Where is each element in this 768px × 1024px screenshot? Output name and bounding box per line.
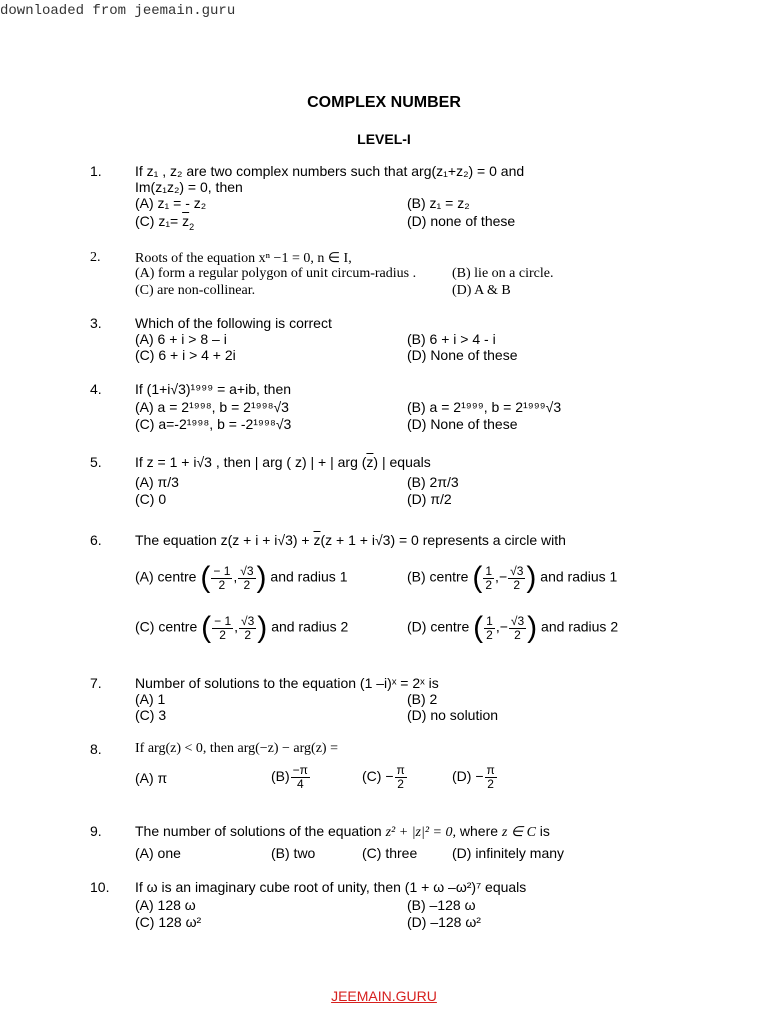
option-d: (D) none of these [407,213,516,229]
option-c: (C) three [362,845,418,861]
option-a: (A) 1 [135,691,166,707]
option-b: (B) lie on a circle. [452,266,554,281]
question-number: 4. [90,381,102,397]
option-a: (A) one [135,845,181,861]
question-number: 7. [90,675,102,691]
level-heading: LEVEL-I [357,131,411,147]
question-number: 10. [90,879,110,895]
question-stem: If arg(z) < 0, then arg(−z) − arg(z) = [135,741,338,756]
source-header: downloaded from jeemain.guru [0,3,236,19]
option-a: (A) z₁ = - z₂ [135,195,207,211]
question-number: 3. [90,315,102,331]
question-stem: If ω is an imaginary cube root of unity, then (1 + ω –ω²)⁷ equals [135,879,527,895]
option-a: (A) 128 ω [135,897,196,913]
option-c: (C) a=-2¹⁹⁹⁸, b = -2¹⁹⁹⁸√3 [135,416,292,432]
option-d: (D) no solution [407,707,499,723]
question-stem: Roots of the equation xⁿ −1 = 0, n ∈ I, [135,251,352,266]
option-a: (A) centre ( $\frac{- 1}{2}$ , $\frac{√3}{2}$ ) and radius 1 [135,561,348,594]
option-b: (B) 2 [407,691,438,707]
option-b: (B) 2π/3 [407,474,459,490]
option-d: (D) None of these [407,347,518,363]
question-stem: If z₁ , z₂ are two complex numbers such that arg(z₁+z₂) = 0 and [135,163,525,179]
option-b: (B) $\frac{-\pi}{4}$ [271,763,308,791]
option-c: (C) $z_1= \overline{z}_2$ [135,213,195,232]
option-c: (C) 3 [135,707,167,723]
question-stem: The equation $z(z + i + i√3) + \overline{z}(z + 1 + i√3) = 0$ represents a circle with [135,532,566,548]
option-c: (C) 0 [135,491,167,507]
option-b: (B) z₁ = z₂ [407,195,470,211]
option-d: (D) − $\frac{\pi}{2}$ [452,763,495,791]
option-a: (A) a = 2¹⁹⁹⁸, b = 2¹⁹⁹⁸√3 [135,399,289,415]
question-stem: If z = 1 + i√3 , then | arg ( z) | + | arg $(\overline{z})$ | equals [135,454,431,470]
question-stem-cont: Im(z₁z₂) = 0, then [135,179,243,195]
question-number: 2. [90,250,101,265]
option-a: (A) 6 + i > 8 – i [135,331,227,347]
question-stem: If (1+i√3)¹⁹⁹⁹ = a+ib, then [135,381,292,397]
question-number: 8. [90,741,102,757]
option-b: (B) –128 ω [407,897,476,913]
option-b: (B) a = 2¹⁹⁹⁹, b = 2¹⁹⁹⁹√3 [407,399,562,415]
question-stem: The number of solutions of the equation z² + |z|² = 0, where z ∈ C is [135,823,550,840]
option-d: (D) –128 ω² [407,914,481,930]
option-d: (D) infinitely many [452,845,565,861]
question-stem: Number of solutions to the equation (1 –i)ˣ = 2ˣ is [135,675,439,691]
option-c: (C) 6 + i > 4 + 2i [135,347,236,363]
question-number: 9. [90,823,102,839]
question-stem: Which of the following is correct [135,315,332,331]
option-c: (C) 128 ω² [135,914,202,930]
option-a: (A) π [135,770,168,786]
option-b: (B) two [271,845,316,861]
option-c: (C) centre ( $\frac{- 1}{2}$ , $\frac{√3}{2}$ ) and radius 2 [135,611,349,644]
option-b: (B) 6 + i > 4 - i [407,331,496,347]
option-d: (D) A & B [452,283,511,298]
footer-site-link[interactable]: JEEMAIN.GURU [331,988,437,1004]
option-d: (D) None of these [407,416,518,432]
question-number: 1. [90,163,102,179]
page-title: COMPLEX NUMBER [307,94,461,111]
option-c: (C) − $\frac{\pi}{2}$ [362,763,405,791]
question-number: 5. [90,454,102,470]
option-c: (C) are non-collinear. [135,283,256,298]
option-b: (B) centre ( $\frac{1}{2}$ ,− $\frac{√3}{2}$ ) and radius 1 [407,561,618,594]
question-number: 6. [90,532,102,548]
option-a: (A) form a regular polygon of unit circum-radius . [135,266,417,281]
option-d: (D) centre ( $\frac{1}{2}$ ,− $\frac{√3}{2}$ ) and radius 2 [407,611,619,644]
option-a: (A) π/3 [135,474,179,490]
option-d: (D) π/2 [407,491,452,507]
